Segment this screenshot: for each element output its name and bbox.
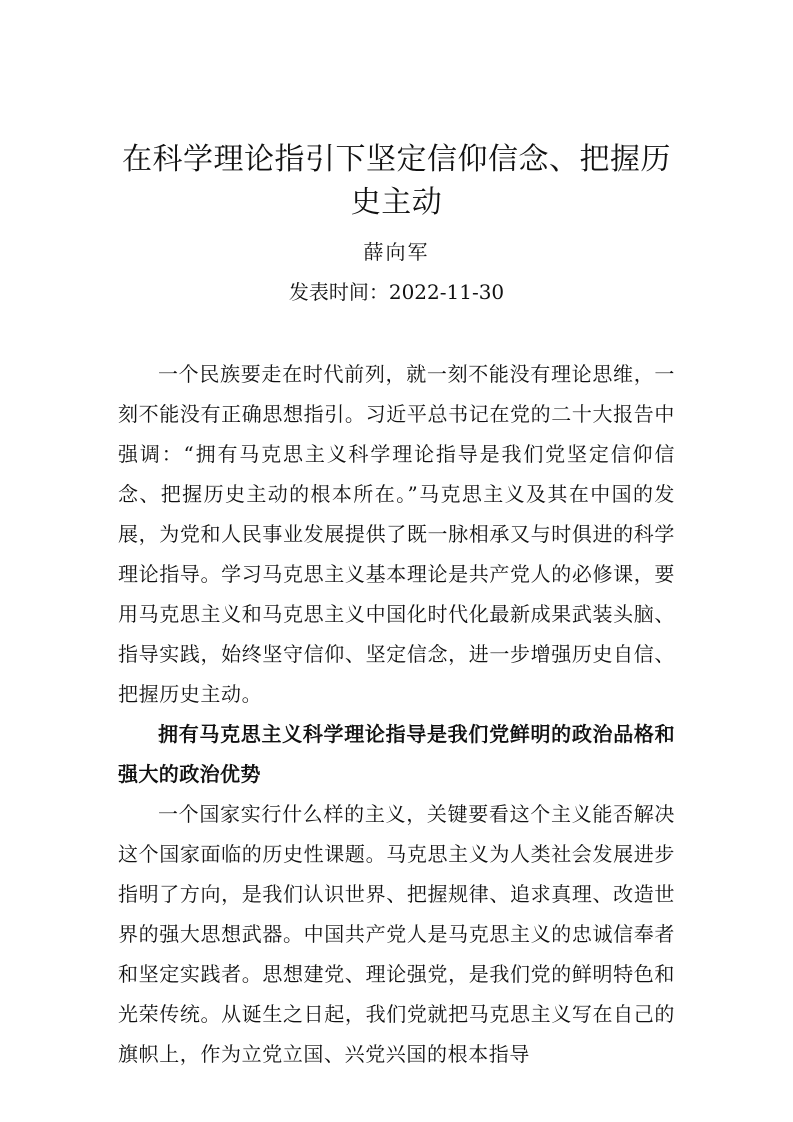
section-paragraph: 一个国家实行什么样的主义，关键要看这个主义能否解决这个国家面临的历史性课题。马克思主义为人类社会发展进步指明了方向，是我们认识世界、把握规律、追求真理、改造世界的强大思想武器。中国共产党人是马克思主义的忠诚信奉者和坚定实践者。思想建党、理论强党，是我们党的鲜明特色和光荣传统。从诞生之日起，我们党就把马克思主义写在自己的旗帜上，作为立党立国、兴党兴国的根本指导	[118, 802, 675, 1066]
article-body	[118, 354, 675, 1074]
section-heading: 拥有马克思主义科学理论指导是我们党鲜明的政治品格和强大的政治优势	[118, 722, 675, 786]
article-title: 在科学理论指引下坚定信仰信念、把握历史主动	[122, 142, 671, 220]
publish-date: 发表时间：2022-11-30	[288, 280, 505, 304]
article-author: 薛向军	[363, 240, 430, 264]
intro-paragraph: 一个民族要走在时代前列，就一刻不能没有理论思维，一刻不能没有正确思想指引。习近平总书记在党的二十大报告中强调：“拥有马克思主义科学理论指导是我们党坚定信仰信念、把握历史主动的根本所在。”马克思主义及其在中国的发展，为党和人民事业发展提供了既一脉相承又与时俱进的科学理论指导。学习马克思主义基本理论是共产党人的必修课，要用马克思主义和马克思主义中国化时代化最新成果武装头脑、指导实践，始终坚守信仰、坚定信念，进一步增强历史自信、把握历史主动。	[118, 362, 675, 706]
